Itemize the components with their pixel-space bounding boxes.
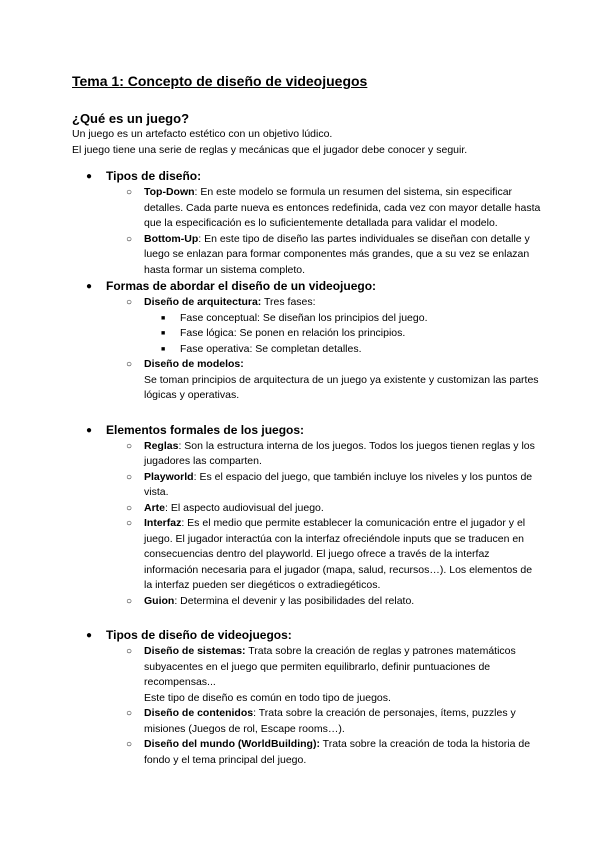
list-heading: Tipos de diseño de videojuegos: bbox=[106, 628, 292, 642]
list-heading: Formas de abordar el diseño de un videojuego: bbox=[106, 279, 377, 293]
definition: Trata sobre la creación de reglas y patrones matemáticos subyacentes en el juego que permiten equilibrarlo, definir puntuaciones de recompensas... bbox=[144, 645, 516, 688]
term: Diseño de contenidos bbox=[144, 707, 254, 719]
term: Guion bbox=[144, 594, 175, 607]
list-heading: Elementos formales de los juegos: bbox=[106, 422, 305, 437]
definition: : En este tipo de diseño las partes individuales se diseñan con detalle y luego se enlazan para formar componentes más grandes, que a su vez se enlazan hasta formar un sistema completo. bbox=[144, 232, 530, 276]
term: Diseño de arquitectura: bbox=[144, 296, 262, 308]
term: Diseño de sistemas: bbox=[144, 645, 246, 657]
list-item-playworld bbox=[106, 470, 542, 501]
circle-bullet-icon: ○ bbox=[126, 646, 133, 657]
definition: : Trata sobre la creación de personajes, ítems, puzzles y misiones (Juegos de rol, Escape rooms…). bbox=[144, 707, 516, 735]
paragraph: El juego tiene una serie de reglas y mecánicas que el jugador debe conocer y seguir. bbox=[72, 143, 468, 156]
fase-text: Fase lógica: Se ponen en relación los principios. bbox=[180, 327, 406, 339]
circle-bullet-icon: ○ bbox=[126, 471, 133, 483]
circle-bullet-icon: ○ bbox=[126, 502, 133, 514]
term: Diseño del mundo (WorldBuilding): bbox=[144, 738, 320, 750]
bullet-icon: ● bbox=[86, 281, 93, 292]
term: Arte bbox=[144, 501, 166, 514]
paragraph: Un juego es un artefacto estético con un objetivo lúdico. bbox=[72, 128, 333, 140]
definition-extra: Este tipo de diseño es común en todo tipo de juegos. bbox=[144, 691, 391, 704]
list-item-fase bbox=[144, 342, 542, 358]
spacer bbox=[72, 609, 542, 627]
term: Bottom-Up bbox=[144, 232, 199, 245]
list-item-guion bbox=[106, 594, 542, 610]
definition: : Son la estructura interna de los juegos. Todos los juegos tienen reglas y los jugadores las comparten. bbox=[144, 439, 535, 467]
page-title: Tema 1: Concepto de diseño de videojuegos bbox=[72, 73, 368, 89]
bullet-icon: ● bbox=[86, 171, 93, 182]
definition: Tres fases: bbox=[261, 296, 316, 308]
list-item-top-down bbox=[106, 185, 542, 232]
term: Top-Down bbox=[144, 186, 195, 198]
square-bullet-icon: ■ bbox=[161, 345, 166, 353]
fase-text: Fase conceptual: Se diseñan los principios del juego. bbox=[180, 311, 428, 324]
circle-bullet-icon: ○ bbox=[126, 739, 133, 750]
circle-bullet-icon: ○ bbox=[126, 518, 133, 529]
definition: Trata sobre la creación de toda la historia de fondo y el tema principal del juego. bbox=[144, 738, 531, 766]
definition: : Es el espacio del juego, que también incluye los niveles y los puntos de vista. bbox=[144, 470, 533, 498]
circle-bullet-icon: ○ bbox=[126, 187, 133, 198]
term: Diseño de modelos: bbox=[144, 358, 244, 370]
list-item-interfaz bbox=[106, 516, 542, 594]
bullet-icon: ● bbox=[86, 630, 93, 641]
circle-bullet-icon: ○ bbox=[126, 233, 133, 245]
list-item-fase bbox=[144, 311, 542, 327]
section-heading-que-es-un-juego: ¿Qué es un juego? bbox=[72, 111, 190, 126]
square-bullet-icon: ■ bbox=[161, 330, 166, 337]
list-item-diseno-arquitectura bbox=[106, 295, 542, 357]
circle-bullet-icon: ○ bbox=[126, 708, 133, 719]
list-item-bottom-up bbox=[106, 232, 542, 279]
list-item-arte bbox=[106, 501, 542, 517]
definition: : El aspecto audiovisual del juego. bbox=[165, 501, 324, 514]
definition: : Es el medio que permite establecer la comunicación entre el jugador y el juego. El jugador interactúa con la interfaz ofreciéndole inputs que se traducen en consecuencias dentro del playworld. El juego ofrece a través de la interfaz información necesaria para el jugador (mapa, salud, recursos…). Los elementos de la interfaz pueden ser diegéticos o extradiegéticos. bbox=[144, 517, 533, 591]
list-item-tipos-videojuegos bbox=[72, 627, 542, 768]
main-list bbox=[72, 168, 542, 768]
document-page bbox=[72, 72, 542, 768]
definition: Se toman principios de arquitectura de un juego ya existente y customizan las partes lógicas y operativas. bbox=[144, 373, 539, 401]
list-item-diseno-modelos bbox=[106, 357, 542, 404]
list-item-diseno-contenidos bbox=[106, 706, 542, 737]
list-item-formas-abordar bbox=[72, 278, 542, 404]
definition: : En este modelo se formula un resumen del sistema, sin especificar detalles. Cada parte nueva es entonces redefinida, cada vez con mayor detalle hasta que la especificación es lo suficientemente detallada para validar el modelo. bbox=[144, 186, 541, 229]
list-item-tipos-diseno bbox=[72, 168, 542, 278]
circle-bullet-icon: ○ bbox=[126, 440, 133, 452]
fase-text: Fase operativa: Se completan detalles. bbox=[180, 342, 362, 355]
circle-bullet-icon: ○ bbox=[126, 359, 133, 370]
term: Playworld bbox=[144, 470, 194, 483]
definition: : Determina el devenir y las posibilidades del relato. bbox=[174, 594, 415, 607]
list-item-reglas bbox=[106, 439, 542, 470]
term: Interfaz bbox=[144, 517, 182, 529]
list-item-fase bbox=[144, 326, 542, 342]
spacer bbox=[72, 404, 542, 422]
square-bullet-icon: ■ bbox=[161, 314, 166, 322]
term: Reglas bbox=[144, 439, 179, 452]
bullet-icon: ● bbox=[86, 424, 93, 436]
list-item-diseno-mundo bbox=[106, 737, 542, 768]
list-item-diseno-sistemas bbox=[106, 644, 542, 706]
list-item-elementos-formales bbox=[72, 422, 542, 610]
circle-bullet-icon: ○ bbox=[126, 595, 133, 607]
circle-bullet-icon: ○ bbox=[126, 297, 133, 308]
list-heading: Tipos de diseño: bbox=[106, 169, 202, 183]
